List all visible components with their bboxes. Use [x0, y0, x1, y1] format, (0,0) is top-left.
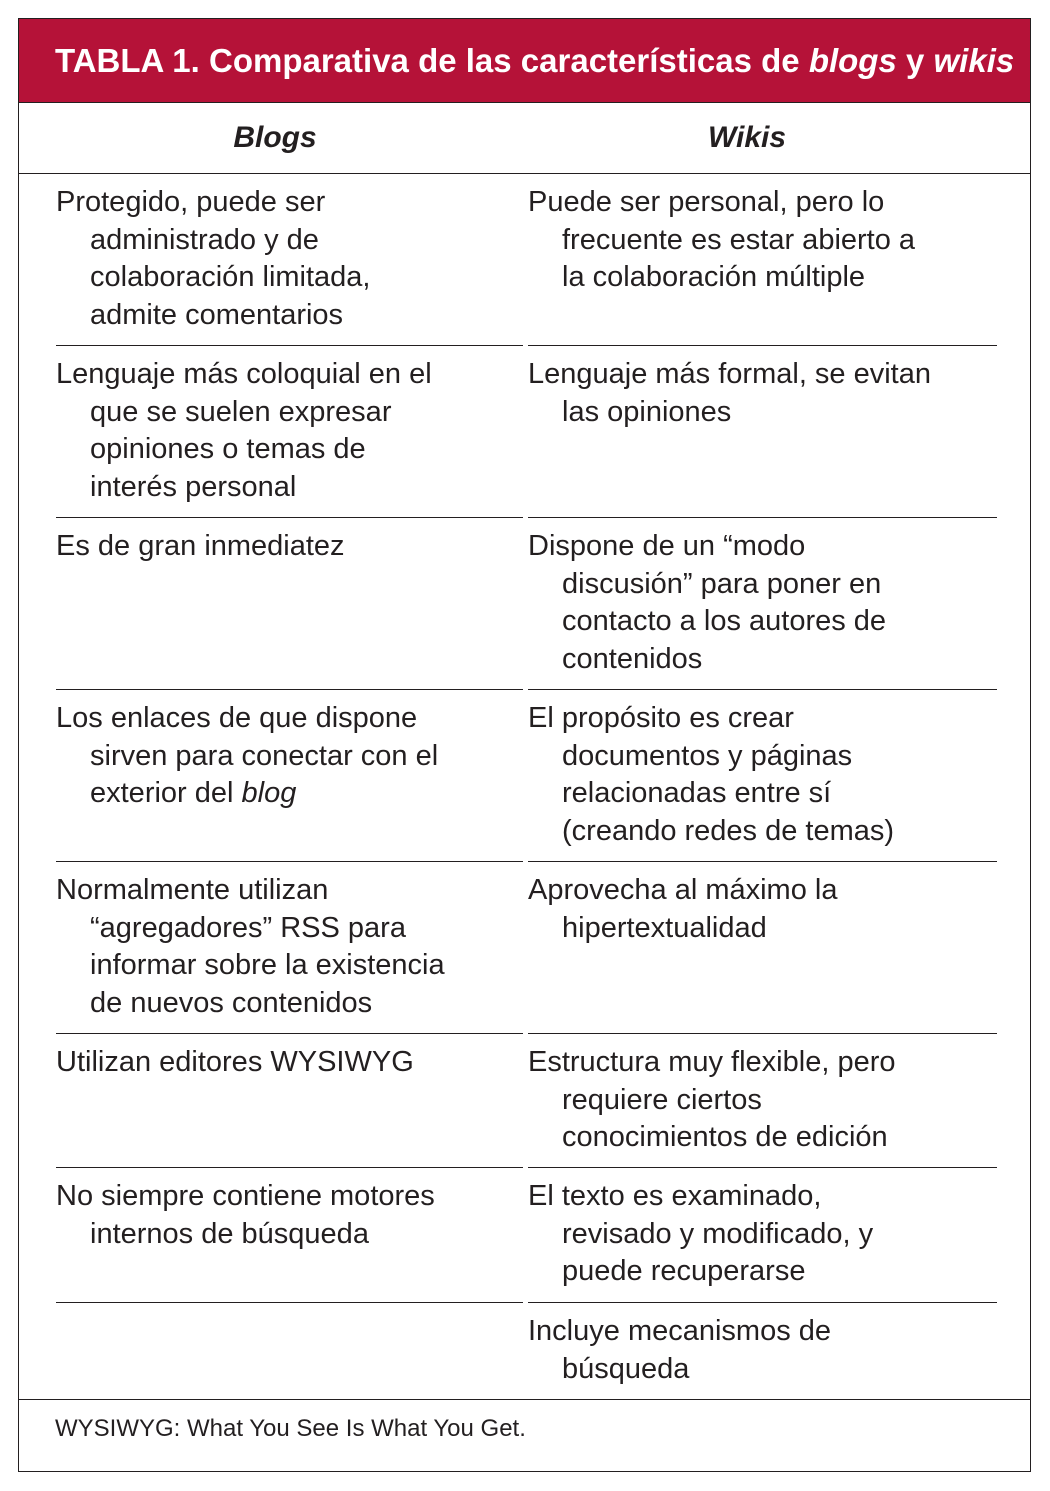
- table-cell-blogs: Normalmente utilizan “agregadores” RSS para informar sobre la existencia de nuevos contenidos: [56, 874, 445, 1019]
- row-divider: [528, 1167, 997, 1168]
- footer-divider: [19, 1399, 1030, 1400]
- comparison-table: [18, 18, 1031, 1472]
- row-divider: [56, 861, 523, 862]
- table-cell-blogs: Utilizan editores WYSIWYG: [56, 1046, 414, 1078]
- column-header-blogs: Blogs: [233, 121, 317, 154]
- row-divider: [528, 1302, 997, 1303]
- table-cell-blogs: Los enlaces de que dispone sirven para conectar con el exterior del blog: [56, 702, 439, 809]
- title-blogs-term: blogs: [808, 42, 897, 79]
- title-text: TABLA 1. Comparativa de las características de: [55, 42, 809, 79]
- table-cell-wikis: Aprovecha al máximo la hipertextualidad: [528, 874, 838, 944]
- row-divider: [56, 345, 523, 346]
- row-divider: [56, 1167, 523, 1168]
- table-cell-wikis: El texto es examinado, revisado y modificado, y puede recuperarse: [528, 1180, 874, 1287]
- table-cell-wikis: Estructura muy flexible, pero requiere ciertos conocimientos de edición: [528, 1046, 896, 1153]
- table-header-row: [19, 103, 1030, 174]
- table-cell-blogs: Es de gran inmediatez: [56, 530, 345, 562]
- table-cell-wikis: Dispone de un “modo discusión” para poner en contacto a los autores de contenidos: [528, 530, 887, 675]
- table-cell-wikis: Lenguaje más formal, se evitan las opiniones: [528, 358, 931, 428]
- column-header-wikis: Wikis: [707, 121, 787, 154]
- row-divider: [528, 861, 997, 862]
- row-divider: [56, 1033, 523, 1034]
- table-cell-blogs: No siempre contiene motores internos de búsqueda: [56, 1180, 435, 1250]
- table-title: [19, 19, 1030, 103]
- table-cell-wikis: El propósito es crear documentos y páginas relacionadas entre sí (creando redes de temas): [528, 702, 895, 847]
- table-cell-wikis: Puede ser personal, pero lo frecuente es estar abierto a la colaboración múltiple: [528, 186, 916, 293]
- title-wikis-term: wikis: [933, 42, 1015, 79]
- row-divider: [528, 517, 997, 518]
- row-divider: [56, 689, 523, 690]
- row-divider: [56, 1302, 523, 1303]
- table-cell-blogs: Lenguaje más coloquial en el que se suelen expresar opiniones o temas de interés personal: [56, 358, 432, 503]
- table-footnote: WYSIWYG: What You See Is What You Get.: [55, 1415, 526, 1442]
- row-divider: [528, 1033, 997, 1034]
- row-divider: [528, 689, 997, 690]
- row-divider: [528, 345, 997, 346]
- row-divider: [56, 517, 523, 518]
- title-connector: y: [896, 42, 934, 79]
- table-cell-wikis: Incluye mecanismos de búsqueda: [528, 1315, 832, 1385]
- table-cell-blogs: Protegido, puede ser administrado y de colaboración limitada, admite comentarios: [56, 186, 371, 331]
